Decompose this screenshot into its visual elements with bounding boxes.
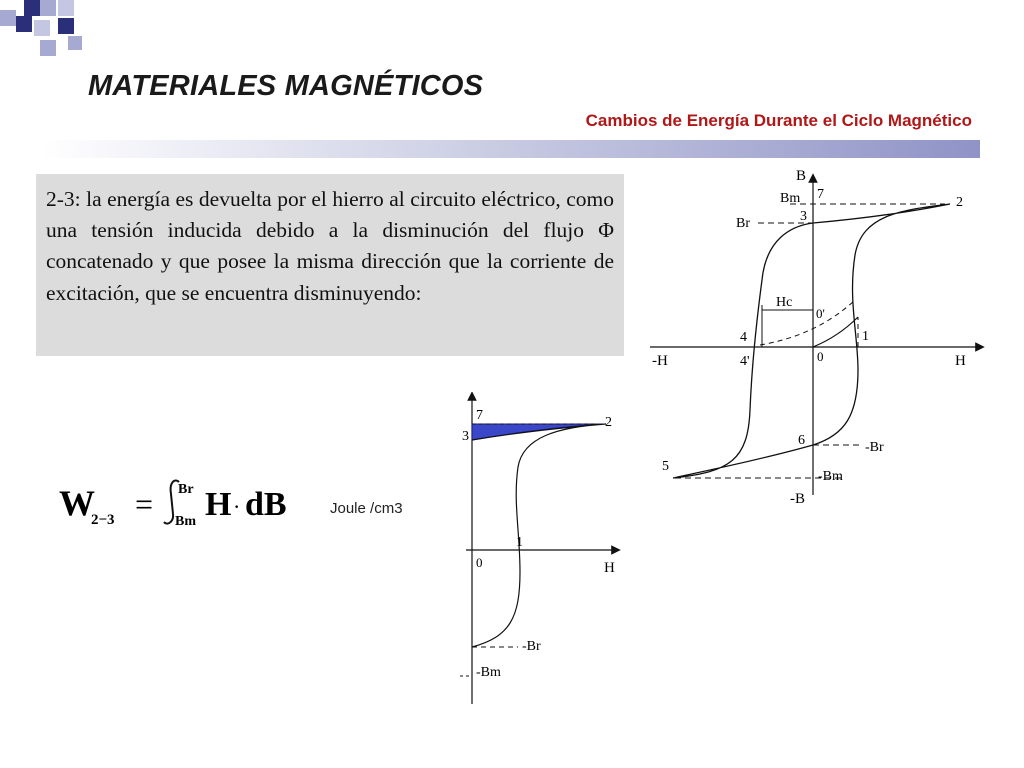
formula-upper-limit: Br: [178, 482, 194, 497]
label-1: 1: [862, 329, 869, 344]
label-b: B: [796, 168, 807, 184]
label-7: 7: [817, 187, 824, 202]
slide-subtitle: Cambios de Energía Durante el Ciclo Magnético: [585, 111, 972, 130]
label-0prime: 0': [816, 306, 825, 321]
energy-return-diagram: [458, 392, 628, 708]
corner-square-6: [34, 20, 50, 36]
corner-square-4: [0, 10, 16, 26]
detail-label-0: 0: [476, 555, 483, 570]
formula-integrand: H: [205, 486, 232, 523]
label-2: 2: [956, 195, 963, 210]
label-neg-b: -B: [790, 491, 805, 507]
minor-dashed-curve: [760, 300, 855, 345]
detail-label-neg-bm: -Bm: [476, 665, 501, 680]
label-h: H: [955, 353, 966, 369]
formula-differential: dB: [245, 486, 287, 523]
label-neg-h: -H: [652, 353, 668, 369]
label-4: 4: [740, 330, 747, 345]
title-rule: [40, 140, 980, 158]
formula-symbol: W: [59, 483, 95, 523]
formula-subscript: 2−3: [91, 512, 115, 528]
corner-square-2: [40, 0, 56, 16]
corner-square-9: [68, 36, 82, 50]
label-br: Br: [736, 216, 750, 231]
corner-square-3: [58, 0, 74, 16]
detail-label-2: 2: [605, 415, 612, 430]
detail-label-h: H: [604, 560, 615, 576]
explanation-box: [36, 174, 624, 356]
corner-square-1: [24, 0, 40, 16]
label-neg-br: -Br: [865, 440, 884, 455]
hysteresis-loop-diagram: [640, 160, 1010, 520]
slide-title: MATERIALES MAGNÉTICOS: [88, 70, 484, 102]
detail-curve: [472, 424, 606, 647]
label-bm: Bm: [780, 191, 801, 206]
detail-label-3: 3: [462, 429, 469, 444]
detail-label-7: 7: [476, 408, 483, 423]
label-hc: Hc: [776, 295, 793, 310]
detail-label-1: 1: [516, 535, 523, 550]
formula-equals: =: [135, 486, 154, 522]
detail-label-neg-br: -Br: [522, 639, 541, 654]
formula-lower-limit: Bm: [175, 514, 196, 529]
energy-formula: [55, 470, 325, 530]
formula-dot: ·: [233, 494, 241, 519]
explanation-paragraph: 2-3: la energía es devuelta por el hierro al circuito eléctrico, como una tensión inducida debido a la disminución del flujo Φ concatenado y que posee la misma dirección que la corriente de excitación, que se encuentra disminuyendo:: [46, 187, 614, 305]
formula-units: Joule /cm3: [330, 500, 403, 517]
corner-square-8: [40, 40, 56, 56]
label-5: 5: [662, 459, 669, 474]
corner-square-7: [58, 18, 74, 34]
label-neg-bm: -Bm: [818, 469, 843, 484]
initial-magnetization-curve: [813, 317, 858, 347]
hysteresis-curve: [673, 204, 950, 478]
label-3: 3: [800, 209, 807, 224]
label-4prime: 4': [740, 354, 750, 369]
label-0: 0: [817, 349, 824, 364]
corner-square-5: [16, 16, 32, 32]
label-6: 6: [798, 433, 805, 448]
